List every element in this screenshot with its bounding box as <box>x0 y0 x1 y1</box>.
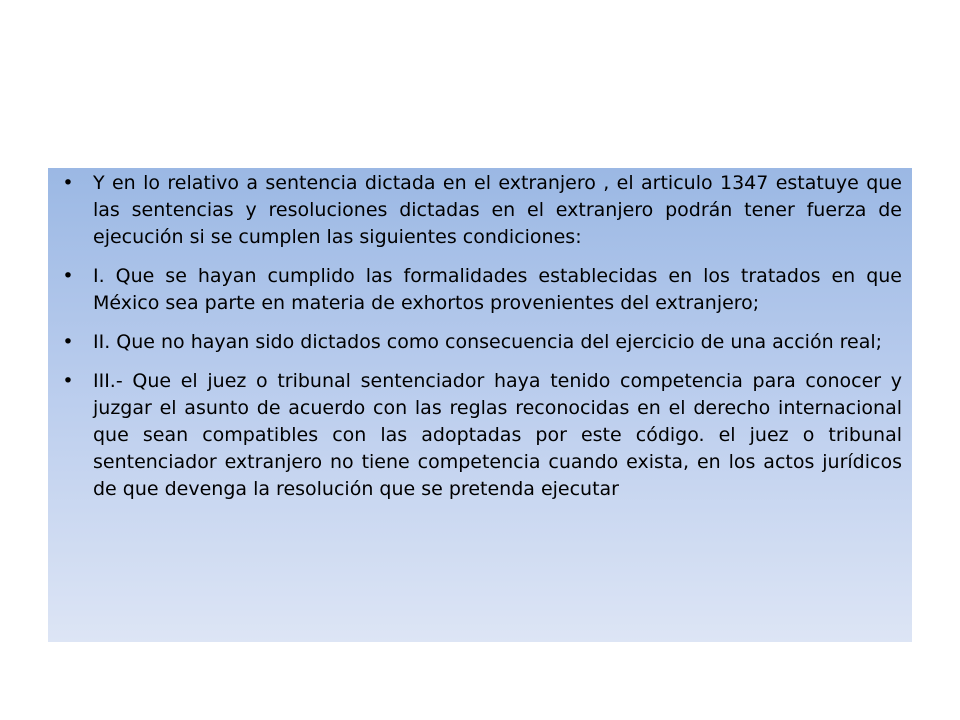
bullet-item <box>48 263 912 317</box>
bullet-text: III.- Que el juez o tribunal sentenciador haya tenido competencia para conocer y juzgar el asunto de acuerdo con las reglas reconocidas en el derecho internacional que sean compatibles con las adoptadas por este código. el juez o tribunal sentenciador extranjero no tiene competencia cuando exista, en los actos jurídicos de que devenga la resolución que se pretenda ejecutar <box>93 370 902 500</box>
bullet-text: II. Que no hayan sido dictados como consecuencia del ejercicio de una acción real; <box>93 331 883 353</box>
bullet-item <box>48 368 912 503</box>
bullet-text: I. Que se hayan cumplido las formalidades establecidas en los tratados en que México sea parte en materia de exhortos provenientes del extranjero; <box>93 265 902 314</box>
bullet-item <box>48 329 912 356</box>
bullet-dot-icon: • <box>62 172 74 194</box>
bullet-text: Y en lo relativo a sentencia dictada en el extranjero , el articulo 1347 estatuye que las sentencias y resoluciones dictadas en el extranjero podrán tener fuerza de ejecución si se cumplen las siguientes condiciones: <box>93 172 902 248</box>
bullet-dot-icon: • <box>62 331 74 353</box>
content-box <box>48 168 912 642</box>
bullet-dot-icon: • <box>62 265 74 287</box>
bullet-dot-icon: • <box>62 370 74 392</box>
bullet-item <box>48 170 912 251</box>
bullet-list <box>48 170 912 503</box>
